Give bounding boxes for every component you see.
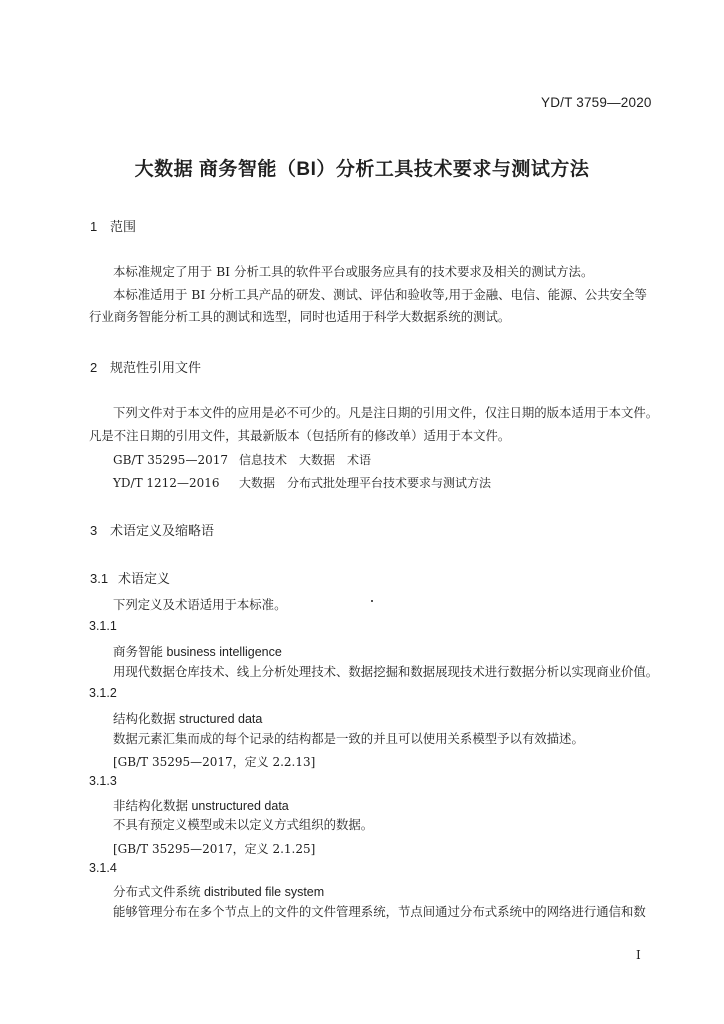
term-definition: 不具有预定义模型或未以定义方式组织的数据。 <box>113 817 374 832</box>
section-number: 3 <box>90 523 98 538</box>
term-name: 非结构化数据 unstructured data <box>113 799 289 813</box>
reference-code: YD/T 1212—2016 <box>113 476 220 490</box>
reference-title: 信息技术 大数据 术语 <box>239 453 372 467</box>
subsection-number: 3.1 <box>90 571 109 586</box>
reference-code: GB/T 35295—2017 <box>113 453 228 467</box>
term-number: 3.1.3 <box>89 774 117 788</box>
standard-code: YD/T 3759—2020 <box>541 95 652 110</box>
section-title: 术语定义及缩略语 <box>110 523 215 538</box>
term-definition: 用现代数据仓库技术、线上分析处理技术、数据挖掘和数据展现技术进行数据分析以实现商业价值。 <box>113 664 659 679</box>
page-number: I <box>636 948 641 962</box>
subsection-title: 术语定义 <box>118 571 171 586</box>
reference-row <box>113 451 371 468</box>
scan-speck <box>371 600 373 602</box>
section-2-heading <box>90 357 201 376</box>
term-source: [GB/T 35295—2017，定义 2.2.13] <box>113 755 316 769</box>
document-title: 大数据 商务智能（BI）分析工具技术要求与测试方法 <box>134 159 590 180</box>
section-number: 1 <box>90 219 98 234</box>
subsection-heading <box>90 568 170 587</box>
section-1-heading <box>90 216 136 235</box>
paragraph: 下列文件对于本文件的应用是必不可少的。凡是注日期的引用文件，仅注日期的版本适用于本文件。 <box>113 405 659 420</box>
section-title: 范围 <box>110 219 137 234</box>
term-number: 3.1.1 <box>89 619 117 633</box>
paragraph: 行业商务智能分析工具的测试和选型，同时也适用于科学大数据系统的测试。 <box>89 309 511 324</box>
term-number: 3.1.2 <box>89 686 117 700</box>
term-name: 结构化数据 structured data <box>113 712 263 726</box>
term-name: 商务智能 business intelligence <box>113 645 282 659</box>
section-number: 2 <box>90 360 98 375</box>
section-3-heading <box>90 520 214 539</box>
term-name: 分布式文件系统 distributed file system <box>113 885 325 899</box>
term-number: 3.1.4 <box>89 861 117 875</box>
paragraph: 凡是不注日期的引用文件，其最新版本（包括所有的修改单）适用于本文件。 <box>89 428 511 443</box>
reference-title: 大数据 分布式批处理平台技术要求与测试方法 <box>239 476 492 490</box>
term-definition: 数据元素汇集而成的每个记录的结构都是一致的并且可以使用关系模型予以有效描述。 <box>113 731 584 746</box>
term-definition: 能够管理分布在多个节点上的文件的文件管理系统，节点间通过分布式系统中的网络进行通信和数 <box>113 904 646 919</box>
paragraph: 本标准规定了用于 BI 分析工具的软件平台或服务应具有的技术要求及相关的测试方法。 <box>113 264 594 279</box>
reference-row <box>113 474 491 491</box>
section-title: 规范性引用文件 <box>110 360 202 375</box>
paragraph: 本标准适用于 BI 分析工具产品的研发、测试、评估和验收等,用于金融、电信、能源、公共安全等 <box>113 287 647 302</box>
paragraph: 下列定义及术语适用于本标准。 <box>113 597 287 612</box>
term-source: [GB/T 35295—2017，定义 2.1.25] <box>113 842 316 856</box>
